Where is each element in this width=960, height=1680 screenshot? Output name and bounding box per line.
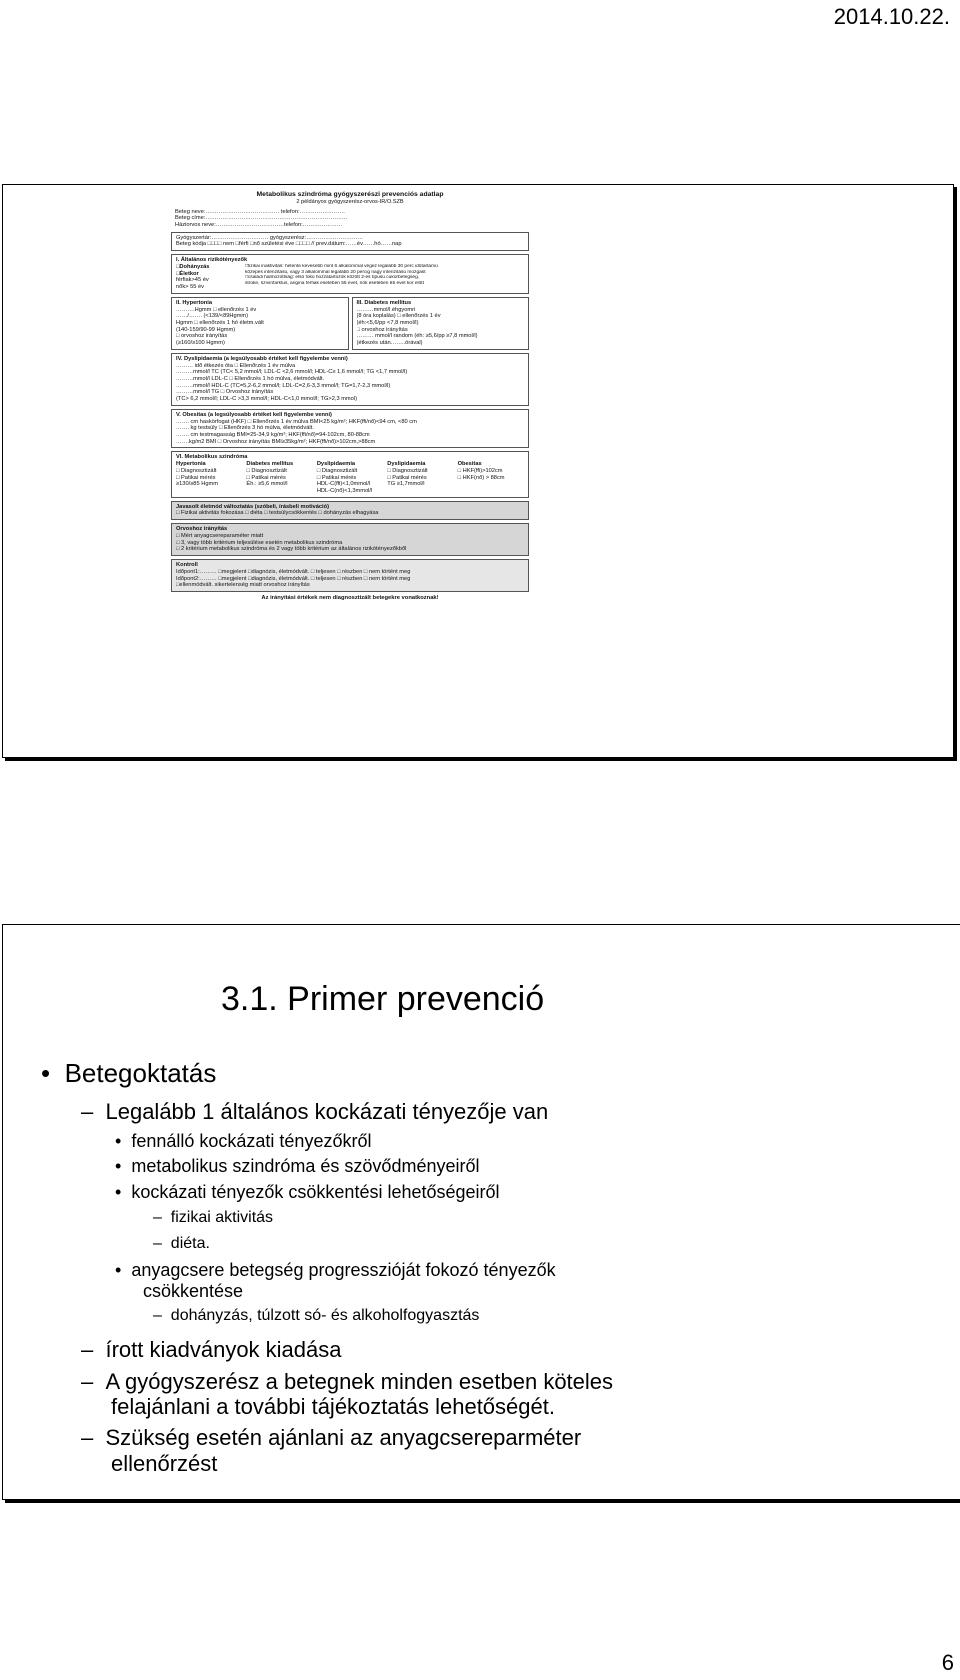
hypertonia-title: II. Hypertonia [176,299,213,306]
gp-row: Háziorvos neve:………………………………telefon:………………… [175,222,343,229]
metsyn-cell: HDL-C(ffi)<1,0mmol/l [316,481,371,488]
bullet-text: írott kiadványok kiadása [105,1337,342,1362]
hypertonia-row: □ orvoshoz irányítás [176,333,228,340]
metsyn-cell: □ HKF(nő) > 88cm [457,474,505,481]
metsyn-title: VI. Metabolikus szindróma [176,454,248,461]
referral-row: □ 3, vagy több kritérium teljesülése esetén metabolikus szindróma [176,539,343,546]
metsyn-cell: □ Patikai mérés [316,474,357,481]
bullet-item [115,1260,556,1281]
bullet-text: fizikai aktivitás [170,1209,274,1226]
bullet-item [81,1099,548,1125]
obesitas-box [171,409,529,449]
diabetes-title: III. Diabetes mellitus [356,299,412,306]
bullet-item [153,1235,210,1253]
dyslipidaemia-title: IV. Dyslipidaemia (a legsúlyosabb értéket kell figyelembe venni) [176,355,348,362]
bullet-text: kockázati tényezők csökkentési lehetőségeiről [131,1182,500,1202]
bullet-marker: • [115,1260,122,1280]
form-title: Metabolikus szindróma gyógyszerészi prevenciós adatlap [256,191,444,198]
metsyn-cell: Éh.: ≥5,6 mmol/l [246,481,288,488]
patient-code-row: Beteg kódja □□□□ nem □férfi □nő születési éve □□□□ // prev.dátum:……év……hó……nap [176,241,402,248]
risk-left-item: nők> 55 év [176,284,204,291]
risk-right-item: közepes intenzitású, vagy 3 alkalommal legalább 20 percig nagy intenzitású mozgást [245,269,426,275]
dyslipidaemia-box [171,353,529,406]
dyslipidaemia-row: ……… idő étkezés óta □ Ellenőrzés 1 év múlva [176,362,296,369]
bullet-marker: – [81,1369,94,1394]
pharmacy-box [171,232,529,251]
obesitas-row: ……. cm haskörfogat (HKF) □ Ellenőrzés 1 év múlva BMI<25 kg/m²; HKF(ffi/nő)<94 cm, <80 cm [176,418,417,425]
patient-name-row: Beteg neve:………………………………… telefon:…………………… [175,208,346,215]
diabetes-row: ………mmol/l éhgyomri [356,306,416,313]
diabetes-row: (étkezés után……..órával) [356,340,423,347]
metsyn-cell: □ Diagnosztizált [246,467,287,474]
bullet-text: Szükség esetén ajánlani az anyagcsereparméter [105,1425,582,1450]
slide-title: 3.1. Primer prevenció [221,980,545,1018]
bullet-text: diéta. [170,1235,210,1252]
page-number: 6 [941,1650,954,1675]
bullet-item [81,1369,613,1395]
obesitas-title: V. Obesitas (a legsúlyosabb értéket kell figyelembe venni) [176,411,332,418]
prevention-form [171,185,529,757]
obesitas-row: ……. kg testsúly □ Ellenőrzés 3 hó múlva, életmódvált. [176,425,314,432]
patient-section [171,209,529,229]
dyslipidaemia-row: (TC> 6,2 mmol/l; LDL-C >3,3 mmol/l; HDL-C<1,0 mmol/l; TG>2,3 mmol) [176,396,357,403]
metsyn-cell: □ Patikai mérés [387,474,427,481]
control-title: Kontroll [176,562,198,569]
metsyn-col-diabetes [246,461,312,495]
form-footnote: Az irányítási értékek nem diagnosztizált betegekre vonatkoznak! [261,594,439,601]
metsyn-cell: Diabetes mellitus [246,461,294,468]
risk-left-item: □Életkor [176,270,199,277]
dyslipidaemia-row: ………mmol/l HDL-C (TC=5,2-6,2 mmol/l; LDL-C=2,6-3,3 mmol/l; TG=1,7-2,3 mmol/l) [176,382,391,389]
bullet-marker: – [153,1307,162,1324]
metsyn-cell: Obesitas [457,461,482,468]
bullet-text: metabolikus szindróma és szövődményeiről [131,1156,480,1176]
pharmacy-row: Gyógyszertár:………………………… gyógyszerész:………………………… [176,234,364,241]
referral-row: □ Mért anyagcsereparaméter miatt [176,532,264,539]
bullet-marker: – [153,1209,162,1226]
lifestyle-title: Javasolt életmód változtatás (szóbeli, írásbeli motiváció) [176,503,329,510]
referral-box [171,523,529,556]
risk-factors-box [171,254,529,294]
diabetes-row: ……… mmol/l random (éh: ≥5,6/pp ≥7,8 mmol/l) [356,333,478,340]
bullet-text: csökkentése [143,1281,244,1301]
metsyn-col-dyslipidaemia-tg [387,461,453,495]
metsyn-cell: ≥130/≥85 Hgmm [176,481,218,488]
metsyn-cell: □ Patikai mérés [246,474,286,481]
metsyn-cell: Hypertonia [176,461,206,468]
bullet-item [115,1182,500,1203]
bullet-text: Betegoktatás [64,1058,217,1088]
form-subtitle: 2 példányos gyógyszerész-orvos-IR/O.SZB [296,199,404,206]
metsyn-cell: Dyslipidaemia [316,461,356,468]
bullet-text: A gyógyszerész a betegnek minden esetben köteles [105,1369,614,1394]
bullet-marker: – [81,1337,94,1362]
slide-primary-prevention [2,924,960,1500]
hypertonia-row: (≥160/≥100 Hgmm) [176,340,225,347]
hypertonia-row: ……/……. (<139/<89Hgmm) [176,313,249,320]
bullet-marker: • [115,1182,122,1202]
metsyn-col-obesitas [458,461,524,495]
bullet-item [81,1425,581,1451]
control-row: Időpont1:……… □megjelent □diagnózis, életmódvált. □ teljesen □ részben □ nem történt meg [176,568,411,575]
metsyn-cell: □ Diagnosztizált [387,467,428,474]
metsyn-col-hypertonia [176,461,242,495]
dyslipidaemia-row: ………mmol/l TC (TC< 5,2 mmol/l; LDL-C <2,6 mmol/l; HDL-C≥ 1,6 mmol/l; TG <1,7 mmol/l) [176,369,408,376]
bullet-item [81,1337,342,1363]
bullet-marker: • [41,1058,51,1088]
bullet-marker: – [153,1235,162,1252]
bullet-continuation [111,1394,555,1420]
metsyn-cell: □ HKF(ffi)>102cm [457,467,503,474]
bullet-item [153,1307,479,1325]
bullet-continuation [143,1281,243,1302]
obesitas-row: …….kg/m2 BMI □ Orvoshoz irányítás BMI≥35kg/m²; HKF(ffi/nő)>102cm,>88cm [176,438,376,445]
risk-title: I. Általános rizikótényezők [176,257,248,264]
diabetes-row: (éh:<5,6/pp <7,8 mmol/l) [356,319,419,326]
metsyn-cell: □ Diagnosztizált [176,467,217,474]
metsyn-box [171,451,529,497]
bullet-text: Legalább 1 általános kockázati tényezője van [105,1099,549,1124]
hypertonia-row: (140-159/90-99 Hgmm) [176,326,236,333]
bullet-text: anyagcsere betegség progresszióját fokozó tényezők [131,1260,556,1280]
metsyn-cell: □ Diagnosztizált [316,467,358,474]
risk-right-item: □fizikai inaktivitás: hetente kevesebb mint 6 alkalommal végez legalább 30 perc időtartamú [245,263,438,269]
bullet-item [41,1058,216,1089]
lifestyle-box [171,501,529,520]
control-row: □ellenmódvált. sikertelenség miatt orvoshoz irányítás [176,582,310,589]
control-row: Időpont2:……… □megjelent □diagnózis, életmódvált. □ teljesen □ részben □ nem történt meg [176,575,411,582]
patient-address-row: Beteg címe:………………………………………………………………… [175,215,348,222]
lifestyle-row: □ Fizikai aktivitás fokozása □ diéta □ testsúlycsökkentés □ dohányzás elhagyása [176,510,379,517]
bullet-text: fennálló kockázati tényezőkről [131,1131,372,1151]
risk-left-item: férfiak>45 év [176,277,209,284]
bullet-marker: • [115,1131,122,1151]
metsyn-cell: TG ≥1,7mmol/l [387,481,425,488]
dyslipidaemia-row: ………mmol/l LDL-C □ Ellenőrzés 1 hó múlva, életmódvált. [176,375,325,382]
dyslipidaemia-row: ………mmol/l TG □ Orvoshoz irányítás [176,389,274,396]
bullet-item [153,1209,273,1227]
diabetes-row: (8 óra koplalás) □ ellenőrzés 1 év [356,313,441,320]
risk-right-item: □családi halmozottság: első fokú hozzátartozók között 2-es típusú cukorbetegség, [245,275,420,281]
hypertonia-box [171,297,349,350]
hypertonia-row: Hgmm □ ellenőrzés 1 hó életm.vált [176,319,264,326]
metsyn-cell: HDL-C(nő)<1,3mmol/l [316,488,373,495]
bullet-item [115,1156,479,1177]
metsyn-cell: □ Patikai mérés [176,474,216,481]
bullet-continuation [111,1451,217,1477]
bullet-item [115,1131,371,1152]
diabetes-box [352,297,530,350]
hypertonia-row: ……….Hgmm □ ellenőrzés 1 év [176,306,257,313]
metsyn-cell: Dyslipidaemia [387,461,426,468]
diabetes-row: □ orvoshoz irányítás [356,326,408,333]
print-date: 2014.10.22. [833,4,950,29]
metsyn-col-dyslipidaemia-hdl [317,461,383,495]
control-box [171,559,529,592]
bullet-marker: – [81,1425,94,1450]
risk-left-item: □Dohányzás [176,263,210,270]
referral-title: Orvoshoz irányítás [176,526,228,533]
risk-right-item: stroke, szívinfarktus, angina férfiak esetében 55 évet, nők esetében 65 évet kor előtt [245,280,424,286]
slide-form [2,184,954,758]
bullet-text: dohányzás, túlzott só- és alkoholfogyasztás [170,1307,480,1324]
bullet-marker: – [81,1099,94,1124]
obesitas-row: ……. cm testmagasság BMI=25-34,9 kg/m²; HKF(ffi/nő)=94-102cm, 80-88cm [176,432,370,439]
bullet-text: felajánlani a további tájékoztatás lehetőségét. [111,1394,555,1419]
referral-row: □ 2 kritérium metabolikus szindróma és 2 vagy több kritérium az általános rizikótényezőkből [176,546,407,553]
bullet-marker: • [115,1156,122,1176]
bullet-text: ellenőrzést [111,1451,218,1476]
